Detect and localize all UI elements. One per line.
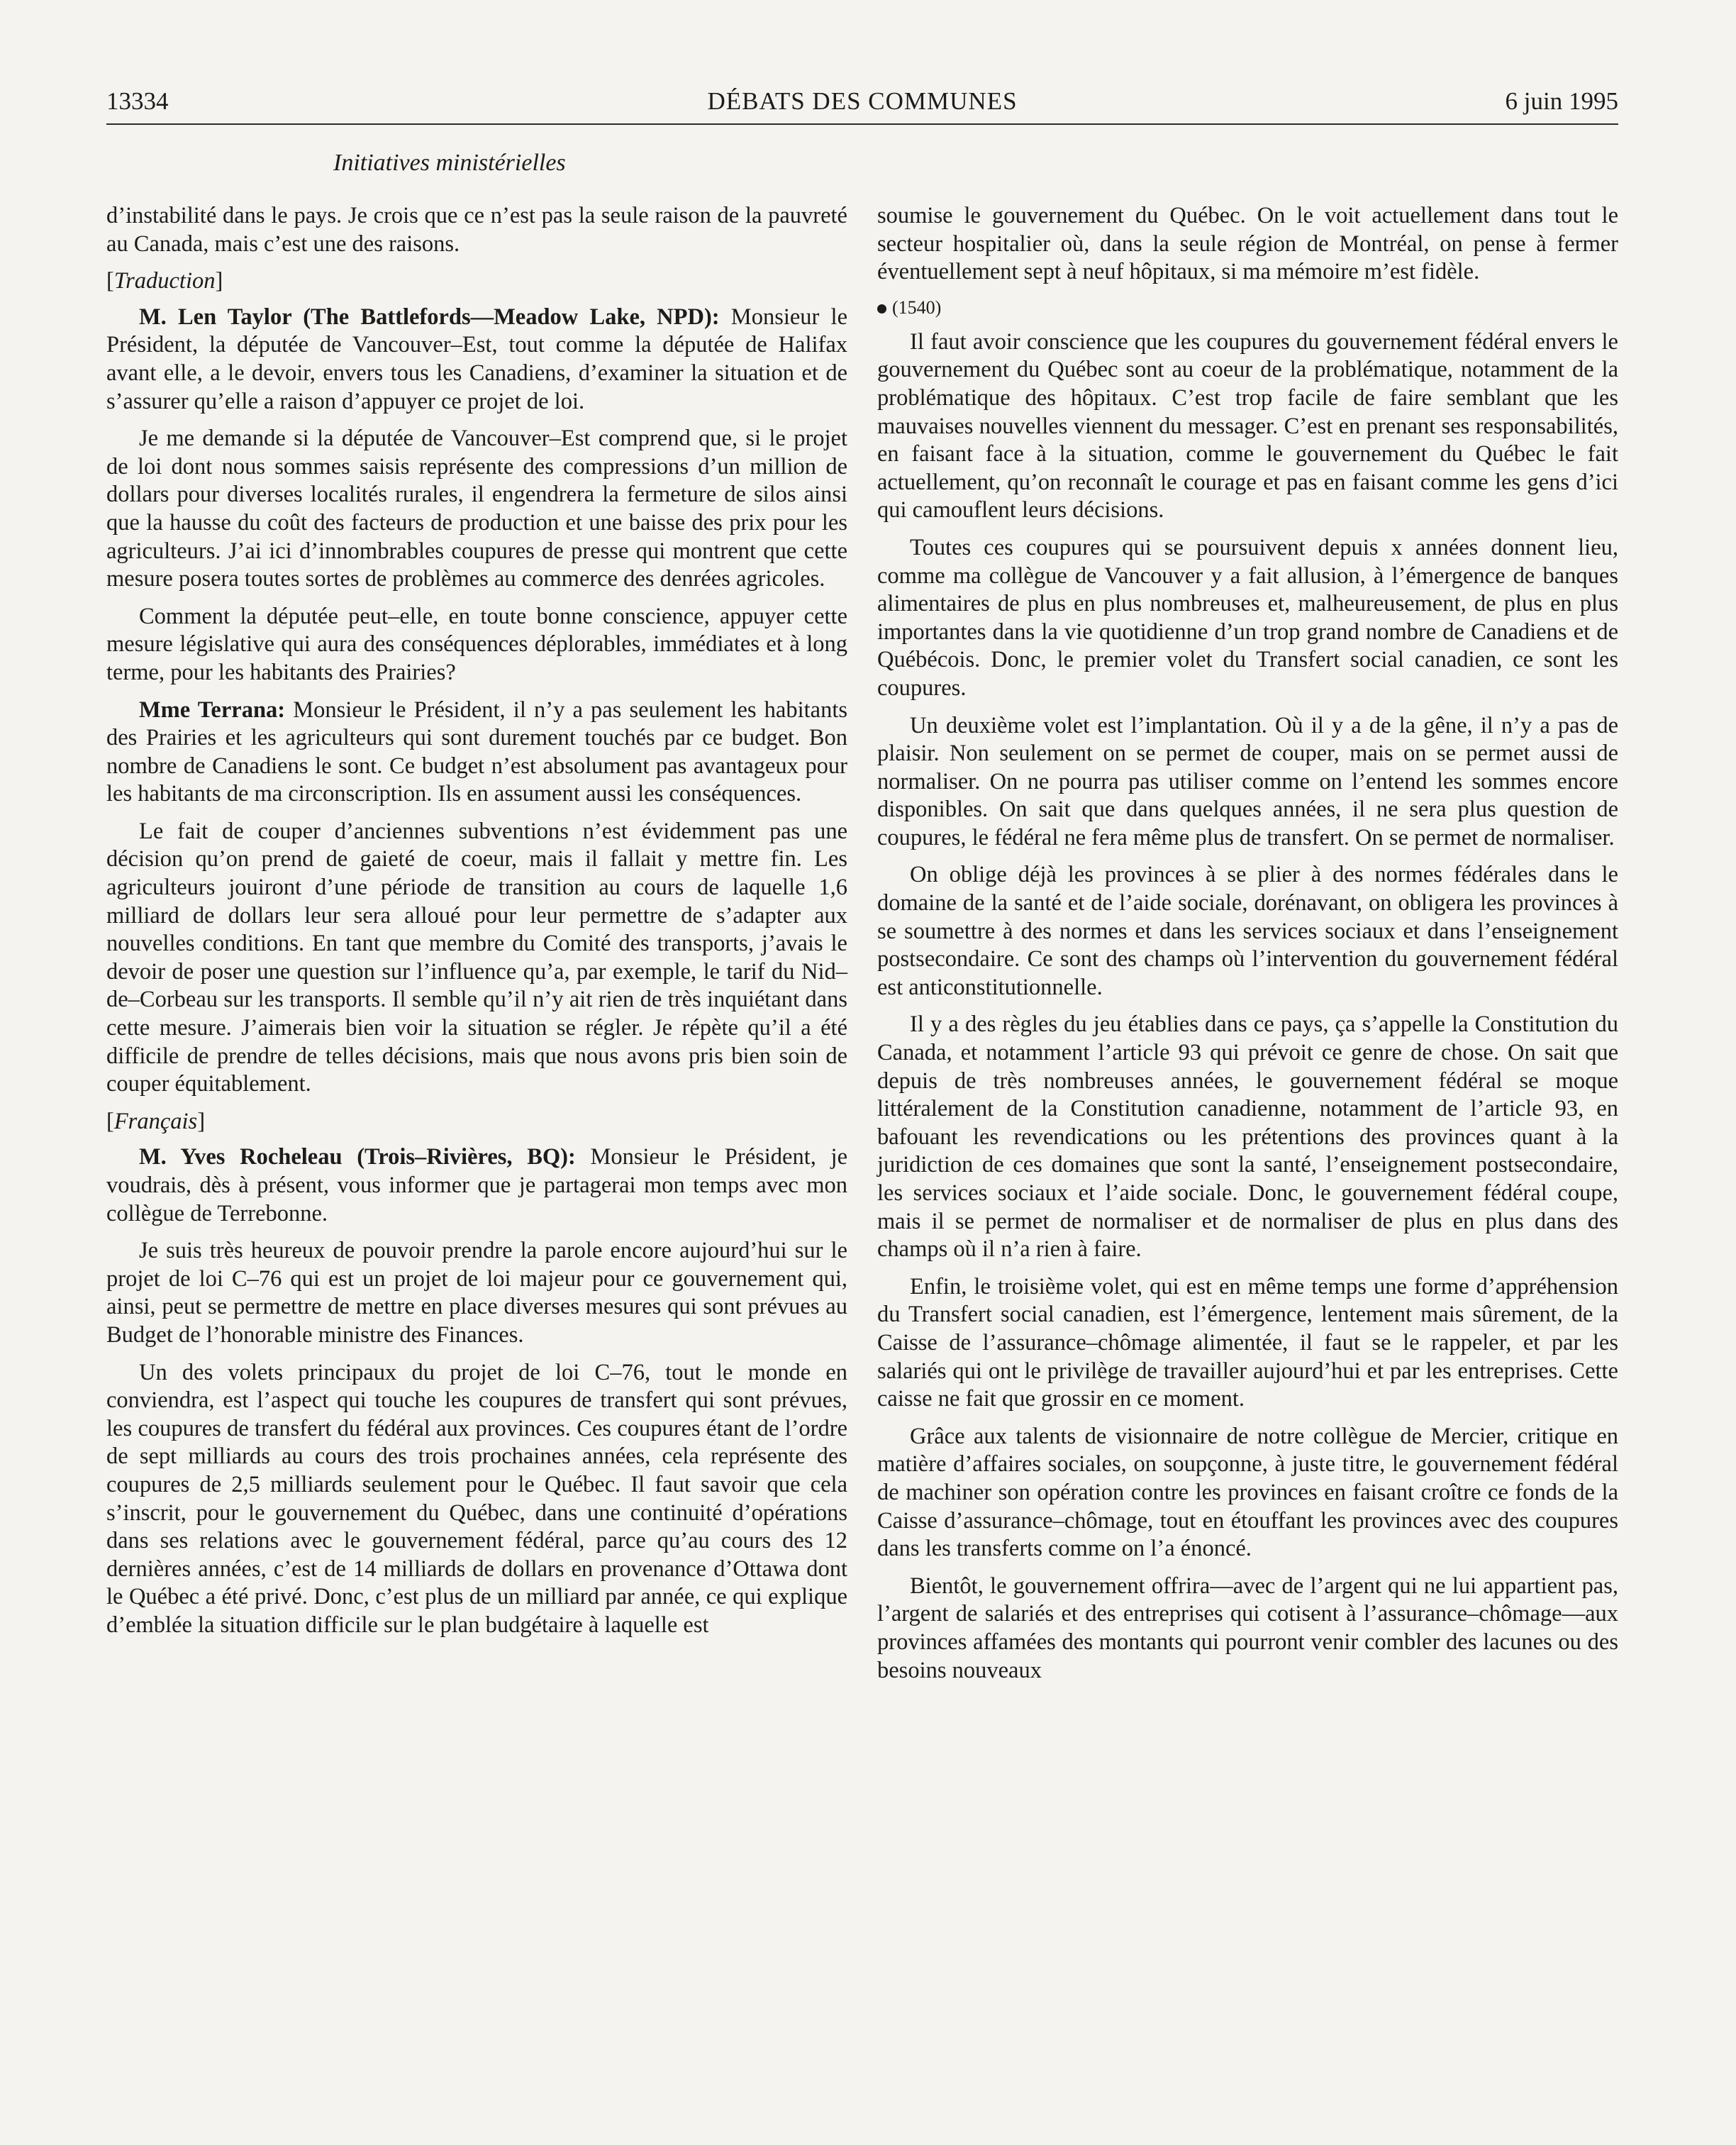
section-title: Initiatives ministérielles [333,150,566,176]
left-column [106,202,847,1649]
speaker-name: Mme Terrana: [139,697,286,723]
speaker-name: M. Yves Rocheleau (Trois–Rivières, BQ): [139,1144,576,1170]
language-tag-label: Traduction [113,268,216,294]
paragraph: d’instabilité dans le pays. Je crois que ce n’est pas la seule raison de la pauvreté au Canada, mais c’est une des raisons. [106,203,847,257]
page-number: 13334 [106,87,169,115]
speech-paragraph [106,304,847,416]
paragraph: Toutes ces coupures qui se poursuivent depuis x années donnent lieu, comme ma collègue de Vancouver y a fait allusion, à l’émergence de banques alimentaires de plus en plus nombreuses et, malheureusement, de plus en plus importantes dans la vie quotidienne d’un trop grand nombre de Canadiens et de Québécois. Donc, le premier volet du Transfert social canadien, ce sont les coupures. [877,534,1618,701]
paragraph: Il y a des règles du jeu établies dans ce pays, ça s’appelle la Constitution du Canada, et notamment l’article 93 qui prévoit ce genre de chose. On sait que depuis de très nombreuses années, le gouvernement fédéral se moque littéralement de la Constitution canadienne, notamment de l’article 93, en bafouant les revendications ou les prétentions des provinces quant à la juridiction de ces domaines que sont la santé, l’enseignement postsecondaire, les services sociaux et l’aide sociale. Donc, le gouvernement fédéral coupe, mais il se permet de normaliser et de normaliser de plus en plus dans des champs où il n’a rien à faire. [877,1011,1618,1263]
speech-paragraph [106,697,847,809]
paragraph: soumise le gouvernement du Québec. On le voit actuellement dans tout le secteur hospitalier où, dans la seule région de Montréal, on pense à fermer éventuellement sept à neuf hôpitaux, si ma mémoire m’est fidèle. [877,203,1618,285]
bullet-icon [877,304,886,314]
paragraph: Bientôt, le gouvernement offrira—avec de l’argent qui ne lui appartient pas, l’argent de salariés et des entreprises qui cotisent à l’assurance–chômage—aux provinces affamées des montants qui pourront venir combler des lacunes ou des besoins nouveaux [877,1573,1618,1683]
timestamp-text: (1540) [892,296,942,318]
timestamp [877,296,1618,320]
paragraph: On oblige déjà les provinces à se plier à des normes fédérales dans le domaine de la santé et de l’aide sociale, dorénavant, on obligera les provinces à se soumettre à des normes et dans les services sociaux et dans l’enseignement postsecondaire. Ce sont des champs où l’intervention du gouvernement fédéral est anticonstitutionnelle. [877,862,1618,1000]
publication-title: DÉBATS DES COMMUNES [707,87,1018,115]
paragraph: Un des volets principaux du projet de loi C–76, tout le monde en conviendra, est l’aspect qui touche les coupures de transfert qui sont prévues, les coupures de transfert du fédéral aux provinces. Ces coupures étant de l’ordre de sept milliards au cours des trois prochaines années, cela représente des coupures de 2,5 milliards seulement pour le Québec. Il faut savoir que cela s’inscrit, pour le gouvernement du Québec, dans une continuité d’opérations dans ses relations avec le gouvernement fédéral, parce qu’au cours des 12 dernières années, c’est de 14 milliards de dollars en provenance d’Ottawa dont le Québec a été privé. Donc, c’est plus de un milliard par année, ce qui explique d’emblée la situation difficile sur le plan budgétaire à laquelle est [106,1359,847,1638]
page-header [106,79,1618,125]
right-column [877,202,1618,1694]
speech-text: Monsieur le Président, il n’y a pas seulement les habitants des Prairies et les agriculteurs qui sont durement touchés par ce budget. Bon nombre de Canadiens le sont. Ce budget n’est absolument pas avantageux pour les habitants de ma circonscription. Ils en assument aussi les conséquences. [106,697,848,807]
paragraph: Je me demande si la députée de Vancouver–Est comprend que, si le projet de loi dont nous sommes saisis représente des compressions d’un million de dollars pour diverses localités rurales, il engendrera la fermeture de silos ainsi que la hausse du coût des facteurs de production et une baisse des prix pour les agriculteurs. J’ai ici d’innombrables coupures de presse qui montrent que cette mesure posera toutes sortes de problèmes au commerce des denrées agricoles. [106,426,847,592]
paragraph: Il faut avoir conscience que les coupures du gouvernement fédéral envers le gouvernement du Québec sont au coeur de la problématique, notamment de la problématique des hôpitaux. C’est trop facile de faire semblant que les mauvaises nouvelles viennent du messager. C’est en prenant ses responsabilités, en faisant face à la situation, comme le gouvernement du Québec le fait actuellement, qu’on reconnaît le courage et pas en faisant comme les gens d’ici qui camouflent leurs décisions. [877,328,1618,523]
speaker-name: M. Len Taylor (The Battlefords—Meadow Lake, NPD): [139,304,720,330]
language-tag-label: Français [113,1108,198,1134]
paragraph: Comment la députée peut–elle, en toute bonne conscience, appuyer cette mesure législative qui aura des conséquences déplorables, immédiates et à long terme, pour les habitants des Prairies? [106,603,847,685]
speech-paragraph [106,1143,847,1228]
language-tag: [Traduction] [106,268,223,294]
speech-text: Monsieur le Président, la députée de Vancouver–Est, tout comme la députée de Halifax avant elle, a le devoir, envers tous les Canadiens, d’examiner la situation et de s’assurer qu’elle a raison d’appuyer ce projet de loi. [106,304,847,414]
paragraph: Je suis très heureux de pouvoir prendre la parole encore aujourd’hui sur le projet de loi C–76 qui est un projet de loi majeur pour ce gouvernement qui, ainsi, peut se permettre de mettre en place diverses mesures qui sont prévues au Budget de l’honorable ministre des Finances. [106,1238,847,1348]
speech-text: Monsieur le Président, je voudrais, dès à présent, vous informer que je partagerai mon temps avec mon collègue de Terrebonne. [106,1144,847,1226]
publication-date: 6 juin 1995 [1505,87,1618,115]
paragraph: Enfin, le troisième volet, qui est en même temps une forme d’appréhension du Transfert social canadien, est l’émergence, lentement mais sûrement, de la Caisse de l’assurance–chômage alimentée, il faut se le rappeler, et par les salariés qui ont le privilège de travailler aujourd’hui et par les entreprises. Cette caisse ne fait que grossir en ce moment. [877,1273,1618,1412]
paragraph: Un deuxième volet est l’implantation. Où il y a de la gêne, il n’y a pas de plaisir. Non seulement on se permet de couper, mais on se permet aussi de normaliser. On ne pourra pas utiliser comme on l’entend les sommes encore disponibles. On sait que dans quelques années, il ne sera plus question de coupures, le fédéral ne fera même plus de transfert. On se permet de normaliser. [877,712,1618,850]
paragraph: Grâce aux talents de visionnaire de notre collègue de Mercier, critique en matière d’affaires sociales, on soupçonne, à juste titre, le gouvernement fédéral de machiner son opération contre les provinces en faisant croître ce fonds de la Caisse d’assurance–chômage, tout en étouffant les provinces avec des coupures dans les transferts comme on l’a énoncé. [877,1423,1618,1562]
language-tag: [Français] [106,1108,206,1134]
paragraph: Le fait de couper d’anciennes subventions n’est évidemment pas une décision qu’on prend de gaieté de coeur, mais il fallait y mettre fin. Les agriculteurs jouiront d’une période de transition au cours de laquelle 1,6 milliard de dollars leur sera alloué pour leur permettre de s’adapter aux nouvelles conditions. En tant que membre du Comité des transports, j’avais le devoir de poser une question sur l’influence qu’a, par exemple, le tarif du Nid–de–Corbeau sur les transports. Il semble qu’il n’y ait rien de très inquiétant dans cette mesure. J’aimerais bien voir la situation se régler. Je répète qu’il a été difficile de prendre de telles décisions, mais que nous avons pris bien soin de couper équitablement. [106,818,847,1097]
